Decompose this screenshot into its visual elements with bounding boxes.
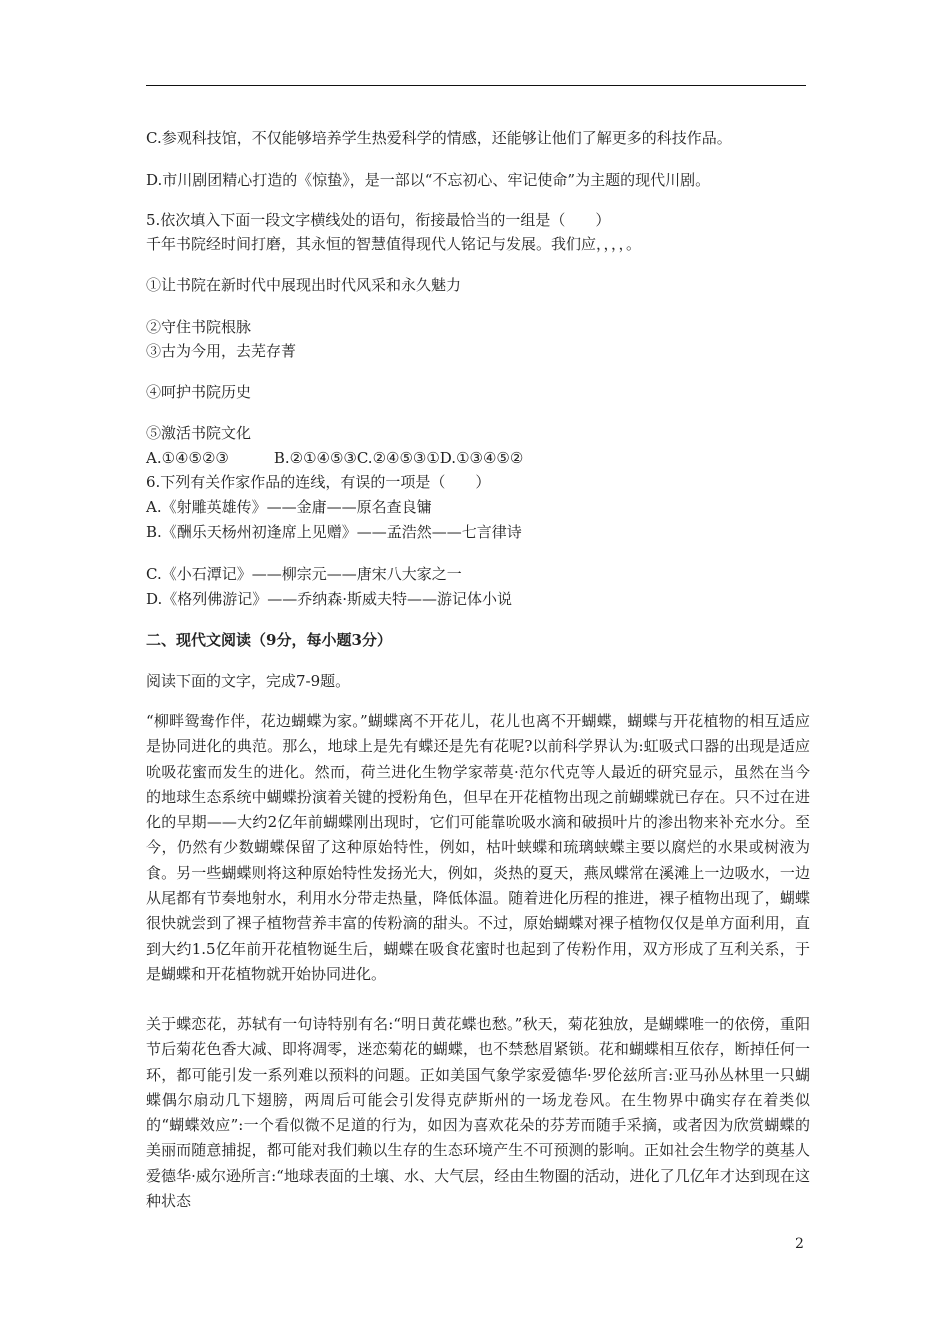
question-6-stem: 6.下列有关作家作品的连线，有误的一项是（ ） — [146, 473, 491, 491]
header-rule — [146, 85, 806, 86]
passage-paragraph-2: 关于蝶恋花，苏轼有一句诗特别有名:“明日黄花蝶也愁。”秋天，菊花独放，是蝴蝶唯一的依傍，重阳节后菊花色香大减、即将凋零，迷恋菊花的蝴蝶，也不禁愁眉紧锁。花和蝴蝶相互依存，断掉任何一环，都可能引发一系列难以预料的问题。正如美国气象学家爱德华·罗伦兹所言:亚马孙丛林里一只蝴蝶偶尔扇动几下翅膀，两周后可能会引发得克萨斯州的一场龙卷风。在生物界中确实存在着类似的“蝴蝶效应”:一个看似微不足道的行为，如因为喜欢花朵的芬芳而随手采摘，或者因为欣赏蝴蝶的美丽而随意捕捉，都可能对我们赖以生存的生态环境产生不可预测的影响。正如社会生物学的奠基人爱德华·威尔逊所言:“地球表面的土壤、水、大气层，经由生物圈的活动，进化了几亿年才达到现在这种状态 — [146, 1015, 810, 1211]
page-number: 2 — [795, 1236, 804, 1252]
option-d-line: D.市川剧团精心打造的《惊蛰》，是一部以“不忘初心、牢记使命”为主题的现代川剧。 — [146, 171, 711, 189]
question-6-option-a: A.《射雕英雄传》——金庸——原名查良镛 — [146, 498, 432, 516]
question-5-stem: 5.依次填入下面一段文字横线处的语句，衔接最恰当的一组是（ ） — [146, 211, 611, 229]
question-5-choices: A.①④⑤②③ B.②①④⑤③C.②④⑤③①D.①③④⑤② — [146, 449, 524, 467]
option-c-line: C.参观科技馆，不仅能够培养学生热爱科学的情感，还能够让他们了解更多的科技作品。 — [146, 129, 732, 147]
question-5-item-2: ②守住书院根脉 — [146, 318, 252, 336]
question-5-item-1: ①让书院在新时代中展现出时代风采和永久魅力 — [146, 276, 462, 294]
question-5-text: 千年书院经时间打磨，其永恒的智慧值得现代人铭记与发展。我们应，，，，。 — [146, 235, 642, 253]
question-6-option-d: D.《格列佛游记》——乔纳森·斯威夫特——游记体小说 — [146, 590, 513, 608]
question-6-option-c: C.《小石潭记》——柳宗元——唐宋八大家之一 — [146, 565, 462, 583]
question-5-item-5: ⑤激活书院文化 — [146, 424, 252, 442]
passage-paragraph-1: “柳畔鸳鸯作伴，花边蝴蝶为家。”蝴蝶离不开花儿，花儿也离不开蝴蝶，蝴蝶与开花植物的相互适应是协同进化的典范。那么，地球上是先有蝶还是先有花呢?以前科学界认为:虹吸式口器的出现是适应吮吸花蜜而发生的进化。然而，荷兰进化生物学家蒂莫·范尔代克等人最近的研究显示，虽然在当今的地球生态系统中蝴蝶扮演着关键的授粉角色，但早在开花植物出现之前蝴蝶就已存在。只不过在进化的早期——大约2亿年前蝴蝶刚出现时，它们可能靠吮吸水滴和破损叶片的渗出物来补充水分。至今，仍然有少数蝴蝶保留了这种原始特性，例如，枯叶蛱蝶和琉璃蛱蝶主要以腐烂的水果或树液为食。另一些蝴蝶则将这种原始特性发扬光大，例如，炎热的夏天，燕凤蝶常在溪滩上一边吸水，一边从尾都有节奏地射水，利用水分带走热量，降低体温。随着进化历程的推进，裸子植物出现了，蝴蝶很快就尝到了裸子植物营养丰富的传粉滴的甜头。不过，原始蝴蝶对裸子植物仅仅是单方面利用，直到大约1.5亿年前开花植物诞生后，蝴蝶在吸食花蜜时也起到了传粉作用，双方形成了互利关系，于是蝴蝶和开花植物就开始协同进化。 — [146, 712, 810, 983]
question-6-option-b: B.《酬乐天杨州初逢席上见赠》——孟浩然——七言律诗 — [146, 523, 522, 541]
question-5-item-3: ③古为今用，去芜存菁 — [146, 342, 297, 360]
question-5-item-4: ④呵护书院历史 — [146, 383, 252, 401]
reading-instruction: 阅读下面的文字，完成7-9题。 — [146, 672, 351, 690]
section-2-title: 二、现代文阅读（9分，每小题3分） — [146, 631, 392, 649]
